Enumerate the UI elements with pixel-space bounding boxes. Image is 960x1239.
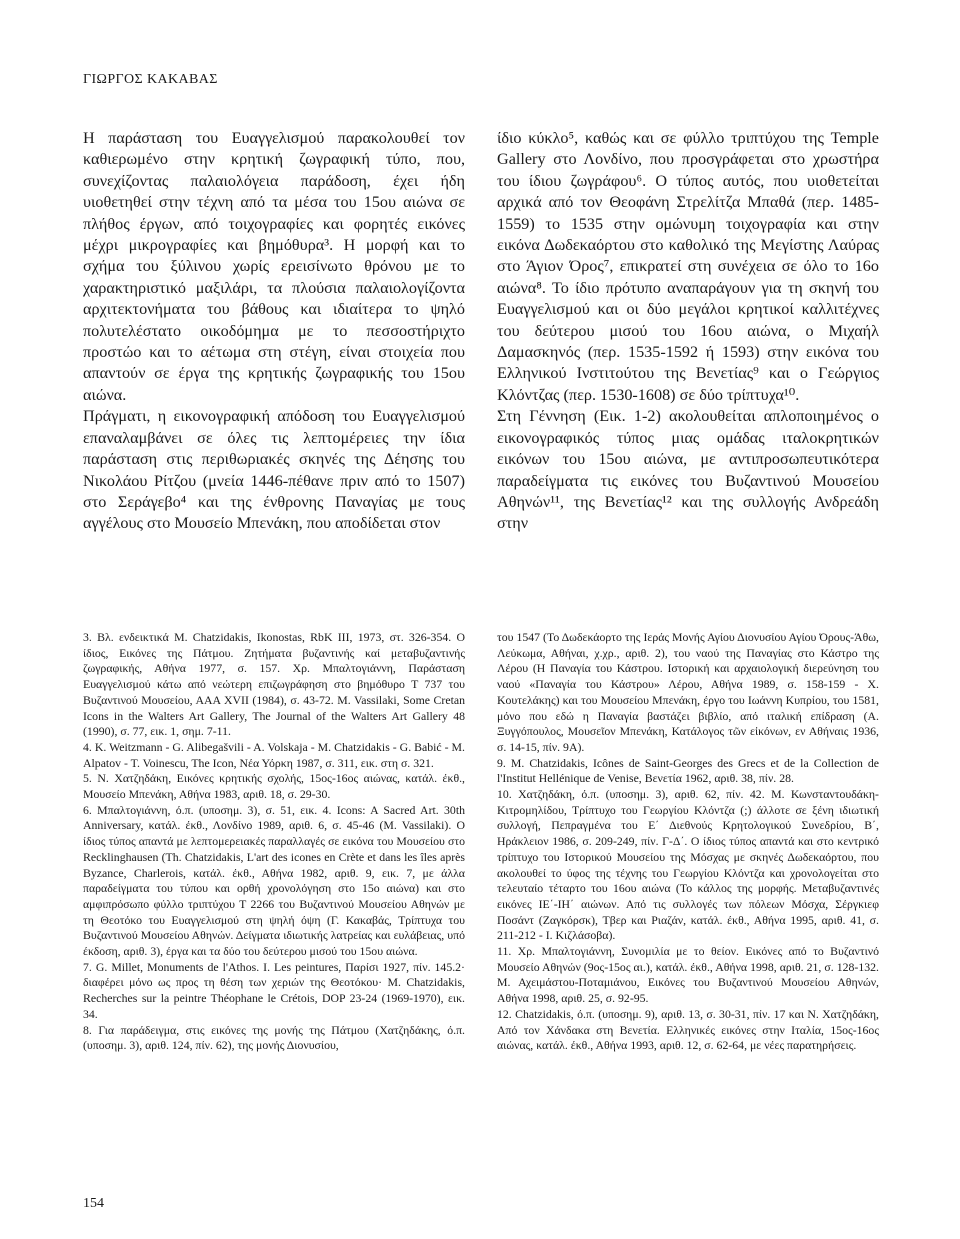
footnote: 11. Χρ. Μπαλτογιάννη, Συνομιλία με το θείον. Εικόνες από το Βυζαντινό Μουσείο Αθηνών (9ος-15ος αι.), κατάλ. έκθ., Αθήνα 1998, αριθ. 21, σ. 128-132. Μ. Αχειμάστου-Ποταμιάνου, Εικόνες του Βυζαντινού Μουσείου Αθηνών, Αθήνα 1998, αριθ. 25, σ. 92-95. xyxy=(497,944,879,1006)
footnote: 8. Για παράδειγμα, στις εικόνες της μονής της Πάτμου (Χατζηδάκης, ό.π. (υποσημ. 3), αριθ. 124, πίν. 62), της μονής Διονυσίου, xyxy=(83,1022,465,1053)
footnote: 4. K. Weitzmann - G. Alibegašvili - A. Volskaja - M. Chatzidakis - G. Babić - M. Alpatov - T. Voinescu, The Icon, Νέα Υόρκη 1987, σ. 311, εικ. στη σ. 321. xyxy=(83,739,465,770)
footnotes-column-right xyxy=(497,630,879,1054)
running-header: ΓΙΩΡΓΟΣ ΚΑΚΑΒΑΣ xyxy=(83,72,218,87)
body-paragraph: Στη Γέννηση (Εικ. 1-2) ακολουθείται απλοποιημένος ο εικονογραφικός τύπος μιας ομάδας ιταλοκρητικών εικόνων του 15ου αιώνα, με αντιπροσωπευτικότερα παραδείγματα τις εικόνες του Βυζαντινού Μουσείου Αθηνών¹¹, της Βενετίας¹² και της συλλογής Ανδρεάδη στην xyxy=(497,407,879,533)
footnote: 3. Βλ. ενδεικτικά M. Chatzidakis, Ikonostas, RbK III, 1973, στ. 326-354. Ο ίδιος, Εικόνες της Πάτμου. Ζητήματα βυζαντινής καί μεταβυζαντινής ζωγραφικής, Αθήνα 1977, σ. 157. Χρ. Μπαλτογιάννη, Παράσταση Ευαγγελισμού κάτω από νεώτερη επιζωγράφηση στο βημόθυρο Τ 737 του Βυζαντινού Μουσείου, ΑΑΑ XVII (1984), σ. 43-72. M. Vassilaki, Some Cretan Icons in the Walters Art Gallery, The Journal of the Walters Art Gallery 48 (1990), σ. 77, εικ. 1, σημ. 7-11. xyxy=(83,630,465,739)
body-paragraph: ίδιο κύκλο⁵, καθώς και σε φύλλο τριπτύχου της Temple Gallery στο Λονδίνο, που προσγράφεται στο χρωστήρα του ίδιου ζωγράφου⁶. Ο τύπος αυτός, που υιοθετείται αρχικά από τον Θεοφάνη Στρελίτζα Μπαθά (περ. 1485-1559) το 1535 στην ομώνυμη τοιχογραφία και στην εικόνα Δωδεκαόρτου στο καθολικό της Μεγίστης Λαύρας στο Άγιον Όρος⁷, επικρατεί στη συνέχεια σε όλο το 16ο αιώνα⁸. Το ίδιο πρότυπο αναπαράγουν για τη σκηνή του Ευαγγελισμού και οι δύο μεγάλοι κρητικοί καλλιτέχνες του δεύτερου μισού του 16ου αιώνα, ο Μιχαήλ Δαμασκηνός (περ. 1535-1592 ή 1593) στην εικόνα του Ελληνικού Ινστιτούτου της Βενετίας⁹ και ο Γεώργιος Κλόντζας (περ. 1530-1608) σε δύο τρίπτυχα¹⁰. xyxy=(497,129,879,404)
body-paragraph: Η παράσταση του Ευαγγελισμού παρακολουθεί τον καθιερωμένο στην κρητική ζωγραφική τύπο, που, συνεχίζοντας παλαιολόγεια παράδοση, έχει ήδη υιοθετηθεί στην τέχνη από τα μέσα του 15ου αιώνα σε πλήθος έργων, από τοιχογραφίες και φορητές εικόνες μέχρι μικρογραφίες και βημόθυρα³. Η μορφή και το σχήμα του ξύλινου χωρίς ερεισίνωτο θρόνου με το χαρακτηριστικό μαξιλάρι, τα πλούσια παλαιολογίζοντα αρχιτεκτονήματα του βάθους και ιδιαίτερα το ψηλό πολυτελέστατο οικοδόμημα με το πεσσοστήριχτο προστώο και το αέτωμα στη στέγη, είναι στοιχεία που απαντούν σε έργα της κρητικής ζωγραφικής του 15ου αιώνα. xyxy=(83,129,465,404)
body-column-right xyxy=(497,128,879,535)
footnote: 7. G. Millet, Monuments de l'Athos. I. Les peintures, Παρίσι 1927, πίν. 145.2· διαφέρει μόνο ως προς τη θέση των χεριών της Θεοτόκου· M. Chatzidakis, Recherches sur la peintre Théophane le Crétois, DOP 23-24 (1969-1970), εικ. 34. xyxy=(83,959,465,1021)
footnote: 5. Ν. Χατζηδάκη, Εικόνες κρητικής σχολής, 15ος-16ος αιώνας, κατάλ. έκθ., Μουσείο Μπενάκη, Αθήνα 1983, αριθ. 18, σ. 29-30. xyxy=(83,771,465,802)
footnote: 9. M. Chatzidakis, Icônes de Saint-Georges des Grecs et de la Collection de l'Institut Hellénique de Venise, Βενετία 1962, αριθ. 38, πίν. 28. xyxy=(497,755,879,786)
footnotes-column-left xyxy=(83,630,465,1054)
footnote: 12. Chatzidakis, ό.π. (υποσημ. 9), αριθ. 13, σ. 30-31, πίν. 17 και Ν. Χατζηδάκη, Από τον Χάνδακα στη Βενετία. Ελληνικές εικόνες στην Ιταλία, 15ος-16ος αιώνας, κατάλ. έκθ., Αθήνα 1993, αριθ. 12, σ. 62-64, με νέες παρατηρήσεις. xyxy=(497,1006,879,1053)
footnote: 6. Μπαλτογιάννη, ό.π. (υποσημ. 3), σ. 51, εικ. 4. Icons: A Sacred Art. 30th Anniversary, κατάλ. έκθ., Λονδίνο 1989, αριθ. 6, σ. 45-46 (M. Vassilaki). Ο ίδιος τύπος απαντά με λεπτομερειακές παραλλαγές σε εικόνα του Μουσείου στο Recklinghausen (Th. Chatzidakis, L'art des icones en Crète et dans les îles après Byzance, Charlerois, κατάλ. έκθ., Αθήνα 1982, αριθ. 9, εικ. 7, με άλλα παραδείγματα του τύπου και ορθή χρονολόγηση στο 15ο αιώνα) και στο αμφιπρόσωπο φύλλο τριπτύχου Τ 2266 του Βυζαντινού Μουσείου Αθηνών με τη Θεοτόκο του Ευαγγελισμού στη ψηλή όψη (Γ. Κακαβάς, Τρίπτυχα του Βυζαντινού Μουσείου Αθηνών. Δείγματα ιδιωτικής λατρείας και ευλάβειας, υπό έκδοση, αριθ. 3), έργα και τα δύο του δεύτερου μισού του 15ου αιώνα. xyxy=(83,802,465,959)
body-column-left xyxy=(83,128,465,535)
page-number: 154 xyxy=(83,1196,104,1211)
footnote: του 1547 (Το Δωδεκάορτο της Ιεράς Μονής Αγίου Διονυσίου Αγίου Όρους-Άθω, Λεύκωμα, Αθήναι, χ.χρ., αριθ. 2), του ναού της Παναγίας στο Κάστρο της Λέρου (Η Παναγία του Κάστρου. Ιστορική και αρχαιολογική διερεύνηση του ναού «Παναγία του Κάστρου» Λέρου, Αθήνα 1989, σ. 158-159 - Χ. Κουτελάκης) και του Μουσείου Μπενάκη, έργο του Ιωάννη Κυπρίου, του 1581, μόνο που εδώ η Παναγία βαστάζει βιβλίο, από ιταλική επίδραση (Α. Ξυγγόπουλος, Μουσεῖον Μπενάκη, Κατάλογος τῶν εἰκόνων, εν Αθήναις 1936, σ. 14-15, πίν. 9Α). xyxy=(497,630,879,754)
body-paragraph: Πράγματι, η εικονογραφική απόδοση του Ευαγγελισμού επαναλαμβάνει σε όλες τις λεπτομέρειες την ίδια παράσταση στις περιθωριακές σκηνές της Δέησης του Νικολάου Ρίτζου (μνεία 1446-πέθανε πριν από το 1507) στο Σεράγεβο⁴ και της ένθρονης Παναγίας με τους αγγέλους στο Μουσείο Μπενάκη, που αποδίδεται στον xyxy=(83,407,465,533)
footnote: 10. Χατζηδάκη, ό.π. (υποσημ. 3), αριθ. 62, πίν. 42. Μ. Κωνσταντουδάκη-Κιτρομηλίδου, Τρίπτυχο του Γεωργίου Κλόντζα (;) άλλοτε σε ξένη ιδιωτική συλλογή, Πεπραγμένα του Ε΄ Διεθνούς Κρητολογικού Συνεδρίου, Β΄, Ηράκλειον 1986, σ. 209-249, πίν. Γ-Δ΄. Ο ίδιος τύπος απαντά και στο κεντρικό τρίπτυχο του Ιστορικού Μουσείου της Μόσχας με σκηνές Δωδεκαόρτου, που ακολουθεί το ύφος της τέχνης του Γεωργίου Κλόντζα και χρονολογείται στο τελευταίο τέταρτο του 16ου αιώνα (Το κάλλος της μορφής. Μεταβυζαντινές εικόνες ΙΕ΄-ΙΗ΄ αιώνων. Από τις συλλογές των πόλεων Μόσχα, Σέργκιεφ Ποσάντ (Ζαγκόρσκ), Τβερ και Ριαζάν, κατάλ. έκθ., Αθήνα 1995, αριθ. 41, σ. 211-212 - Ι. Κιζλάσοβα). xyxy=(497,787,879,943)
